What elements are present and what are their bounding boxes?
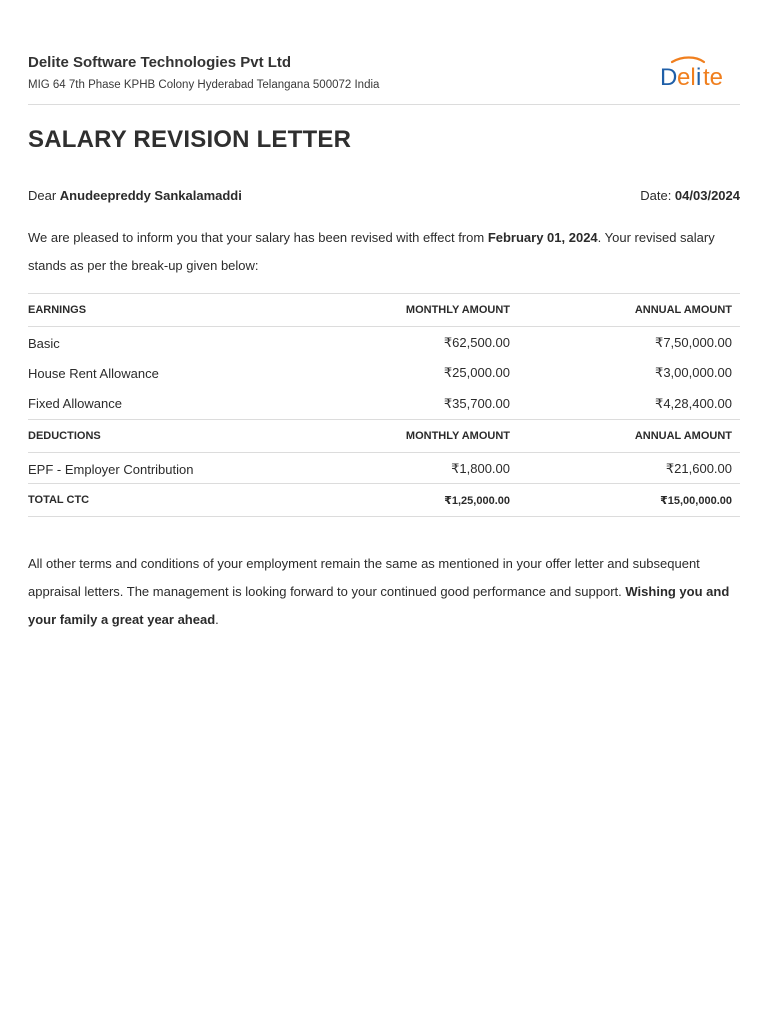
svg-text:te: te <box>703 64 724 91</box>
total-ctc-row <box>28 484 740 517</box>
component-name: Basic <box>28 335 60 351</box>
monthly-amount: ₹35,700.00 <box>443 395 510 411</box>
letter-date <box>640 188 740 203</box>
table-row <box>28 389 740 420</box>
closing-text: All other terms and conditions of your employment remain the same as mentioned in your offer letter and subsequent appraisal letters. The management is looking forward to your continued good performance and support. <box>28 556 700 599</box>
closing-end: . <box>215 612 219 627</box>
annual-amount-header: ANNUAL AMOUNT <box>634 304 732 316</box>
svg-text:el: el <box>677 64 696 91</box>
deductions-header-row <box>28 420 740 453</box>
salary-revision-letter <box>28 0 740 627</box>
component-name: House Rent Allowance <box>28 365 159 381</box>
table-row <box>28 453 740 484</box>
deductions-header: DEDUCTIONS <box>28 430 101 442</box>
svg-text:i: i <box>696 64 702 91</box>
date-value: 04/03/2024 <box>674 188 740 203</box>
greeting <box>28 188 242 203</box>
annual-amount: ₹21,600.00 <box>665 461 732 476</box>
total-monthly-amount: ₹1,25,000.00 <box>444 494 510 507</box>
company-name: Delite Software Technologies Pvt Ltd <box>28 54 292 71</box>
earnings-header: EARNINGS <box>28 304 87 316</box>
monthly-amount: ₹1,800.00 <box>451 461 510 476</box>
greeting-prefix: Dear <box>28 188 60 203</box>
date-label: Date: <box>640 188 675 203</box>
closing-wish: Wishing you and your family a great year ahead <box>28 584 730 627</box>
earnings-header-row <box>28 294 740 327</box>
total-annual-amount: ₹15,00,000.00 <box>660 494 732 507</box>
company-logo <box>658 54 732 94</box>
annual-amount: ₹3,00,000.00 <box>655 365 732 380</box>
table-row <box>28 358 740 389</box>
company-address: MIG 64 7th Phase KPHB Colony Hyderabad Telangana 500072 India <box>28 79 380 91</box>
intro-text: We are pleased to inform you that your salary has been revised with effect from <box>28 230 488 245</box>
total-ctc-label: TOTAL CTC <box>28 494 90 506</box>
employee-name: Anudeepreddy Sankalamaddi <box>59 188 242 203</box>
annual-amount: ₹4,28,400.00 <box>655 395 732 411</box>
table-row <box>28 327 740 358</box>
annual-amount: ₹7,50,000.00 <box>655 335 732 351</box>
monthly-amount: ₹62,500.00 <box>443 335 510 351</box>
page-title: SALARY REVISION LETTER <box>28 126 352 153</box>
monthly-amount-header: MONTHLY AMOUNT <box>405 430 510 442</box>
effective-date: February 01, 2024 <box>487 230 598 245</box>
monthly-amount-header: MONTHLY AMOUNT <box>405 304 510 316</box>
svg-text:D: D <box>660 64 678 91</box>
letter-header <box>28 0 740 105</box>
component-name: EPF - Employer Contribution <box>28 461 194 477</box>
salary-breakup-table <box>28 293 740 517</box>
closing-paragraph <box>28 550 740 634</box>
component-name: Fixed Allowance <box>28 396 122 412</box>
intro-text-end: . Your revised salary stands as per the break-up given below: <box>28 230 715 273</box>
monthly-amount: ₹25,000.00 <box>443 365 510 380</box>
intro-paragraph <box>28 224 740 280</box>
annual-amount-header: ANNUAL AMOUNT <box>634 430 732 442</box>
